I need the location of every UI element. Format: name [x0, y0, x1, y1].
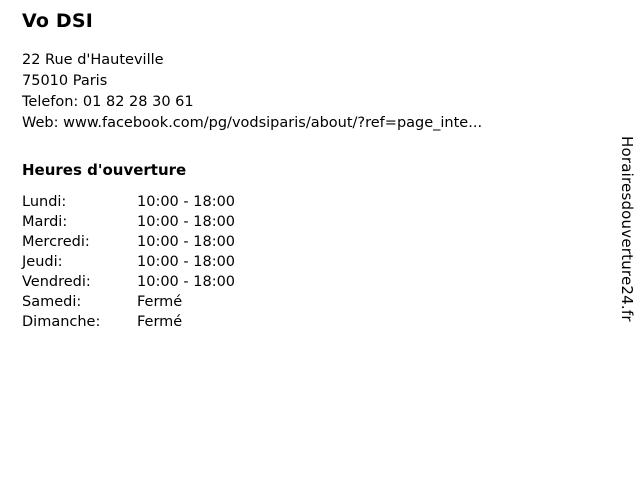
- table-row: [22, 252, 297, 272]
- website-line: Web: www.facebook.com/pg/vodsiparis/about/?ref=page_inte...: [22, 115, 483, 131]
- contact-block: [22, 50, 592, 134]
- info-card: [22, 10, 592, 332]
- day-hours: 10:00 - 18:00: [137, 254, 236, 270]
- table-row: [22, 212, 297, 232]
- address-line-street: 22 Rue d'Hauteville: [22, 52, 164, 68]
- table-row: [22, 192, 297, 212]
- watermark-text: Horairesdouverture24.fr: [618, 136, 636, 322]
- address-line-city: 75010 Paris: [22, 73, 108, 89]
- table-row: [22, 232, 297, 252]
- page-title: Vo DSI: [22, 10, 94, 32]
- day-label: Mercredi:: [22, 234, 90, 250]
- day-hours: 10:00 - 18:00: [137, 274, 236, 290]
- table-row: [22, 312, 297, 332]
- day-hours: Fermé: [137, 294, 183, 310]
- opening-hours-table: [22, 192, 297, 332]
- day-label: Jeudi:: [22, 254, 63, 270]
- day-label: Samedi:: [22, 294, 82, 310]
- opening-hours-title: Heures d'ouverture: [22, 161, 187, 179]
- day-hours: Fermé: [137, 314, 183, 330]
- phone-line: Telefon: 01 82 28 30 61: [22, 94, 194, 110]
- table-row: [22, 272, 297, 292]
- table-row: [22, 292, 297, 312]
- day-hours: 10:00 - 18:00: [137, 234, 236, 250]
- day-label: Dimanche:: [22, 314, 101, 330]
- day-label: Vendredi:: [22, 274, 91, 290]
- day-label: Mardi:: [22, 214, 68, 230]
- day-hours: 10:00 - 18:00: [137, 214, 236, 230]
- day-label: Lundi:: [22, 194, 67, 210]
- day-hours: 10:00 - 18:00: [137, 194, 236, 210]
